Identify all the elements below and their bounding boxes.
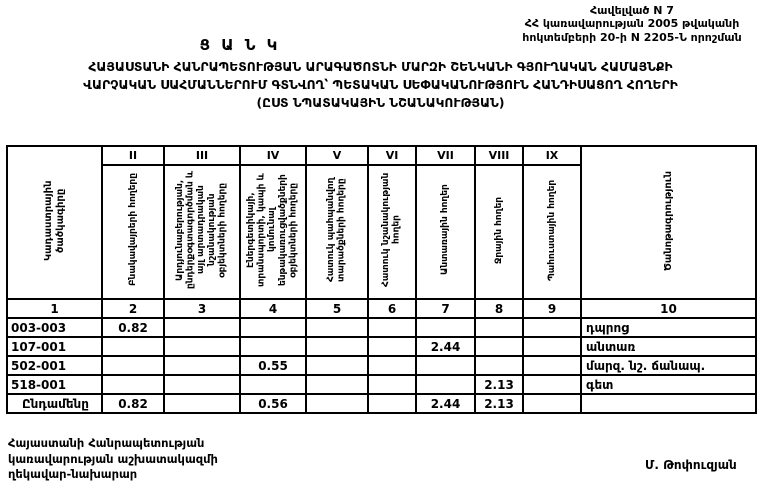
appendix-line: ՀՀ կառավարության 2005 թվականի (524, 17, 740, 31)
cadastral-code-cell: 107-001 (7, 337, 102, 356)
column-number: 5 (306, 299, 368, 318)
value-cell (102, 337, 164, 356)
value-cell (164, 394, 240, 413)
column-header-reserve-lands (523, 165, 581, 299)
roman-numeral: IV (240, 146, 306, 165)
roman-numeral: VI (368, 146, 416, 165)
roman-numeral: III (164, 146, 240, 165)
footer-line: ղեկավար-նախարար (8, 467, 138, 482)
column-header-label: Բնակավայրերի հողերը (127, 173, 138, 287)
roman-numeral: V (306, 146, 368, 165)
total-label-cell: Ընդամենը (7, 394, 102, 413)
value-cell: 2.44 (416, 394, 475, 413)
value-cell (240, 318, 306, 337)
column-header-label: Անտառային հողեր (440, 184, 451, 276)
signature-name: Մ. Թոփուզյան (645, 458, 737, 472)
value-cell (368, 375, 416, 394)
column-header-label: Պահուստային հողեր (546, 179, 557, 281)
roman-numeral: VIII (475, 146, 523, 165)
column-header-water-lands (475, 165, 523, 299)
page-title-line: (ԸՍՏ ՆՊԱՏԱԿԱՅԻՆ ՆՇԱՆԱԿՈՒԹՅԱՆ) (256, 95, 505, 110)
value-cell (306, 375, 368, 394)
value-cell (240, 337, 306, 356)
column-number: 8 (475, 299, 523, 318)
note-cell: գետ (581, 375, 756, 394)
column-header-label: Ծանոթագրություն (662, 170, 674, 271)
column-header-note (581, 146, 756, 299)
value-cell (475, 337, 523, 356)
value-cell (240, 375, 306, 394)
column-header-special-lands (368, 165, 416, 299)
column-number: 2 (102, 299, 164, 318)
footer-line: կառավարության աշխատակազմի (8, 451, 218, 466)
table-row (7, 375, 756, 394)
table-row (7, 356, 756, 375)
value-cell (416, 356, 475, 375)
page-title (0, 59, 761, 112)
column-number: 1 (7, 299, 102, 318)
value-cell (164, 356, 240, 375)
value-cell: 0.56 (240, 394, 306, 413)
page-title-line: ՎԱՐՉԱԿԱՆ ՍԱՀՄԱՆՆԵՐՈՒՄ ԳՏՆՎՈՂ՝ ՊԵՏԱԿԱՆ ՍԵՓԱԿԱՆՈՒԹՅՈՒՆ ՀԱՆԴԻՍԱՑՈՂ ՀՈՂԵՐԻ (83, 77, 678, 92)
column-header-label: Էներգետիկայի, տրանսպորտի, կապի և կոմունալ ենթակառուցվածքների օբյեկտների հողերը (246, 173, 299, 287)
value-cell (523, 356, 581, 375)
column-header-infrastructure-lands (240, 165, 306, 299)
cadastral-code-cell: 518-001 (7, 375, 102, 394)
column-number: 7 (416, 299, 475, 318)
column-number: 3 (164, 299, 240, 318)
column-header-label: Ջրային հողեր (493, 196, 504, 264)
value-cell: 0.55 (240, 356, 306, 375)
value-cell (475, 356, 523, 375)
value-cell (523, 375, 581, 394)
appendix-line: հոկտեմբերի 20-ի N 2205-Ն որոշման (522, 30, 742, 44)
land-table (6, 145, 757, 414)
column-header-protected-lands (306, 165, 368, 299)
note-cell: դպրոց (581, 318, 756, 337)
value-cell (368, 394, 416, 413)
value-cell: 0.82 (102, 318, 164, 337)
roman-numeral-row (7, 146, 756, 165)
column-header-label: Արդյունաբերության, ընդերքօգտագործման և այլ արտադրական նշանակության օբյեկտների հողերը (175, 170, 228, 290)
column-header-label: Կադաստրային ծածկագիրը (42, 180, 66, 261)
value-cell (164, 375, 240, 394)
value-cell: 2.44 (416, 337, 475, 356)
value-cell (306, 394, 368, 413)
roman-numeral: II (102, 146, 164, 165)
value-cell (368, 337, 416, 356)
value-cell (523, 337, 581, 356)
table-row (7, 318, 756, 337)
note-cell: մարզ. նշ. ճանապ. (581, 356, 756, 375)
value-cell (368, 356, 416, 375)
value-cell (102, 375, 164, 394)
column-header-label: Հատուկ նշանակության հողեր (381, 172, 402, 288)
note-cell: անտառ (581, 337, 756, 356)
value-cell: 2.13 (475, 375, 523, 394)
footer-official-title (8, 436, 218, 483)
doc-type-heading: Ց Ա Ն Կ (199, 36, 281, 54)
value-cell (416, 375, 475, 394)
value-cell (306, 356, 368, 375)
column-number-row (7, 299, 756, 318)
column-header-settlement-lands (102, 165, 164, 299)
column-header-cadastral-code (7, 146, 102, 299)
appendix-block (507, 4, 757, 44)
table-row (7, 337, 756, 356)
value-cell (416, 318, 475, 337)
cadastral-code-cell: 003-003 (7, 318, 102, 337)
footer-line: Հայաստանի Հանրապետության (8, 436, 205, 450)
value-cell (523, 318, 581, 337)
value-cell (475, 318, 523, 337)
value-cell (306, 318, 368, 337)
value-cell (306, 337, 368, 356)
value-cell: 0.82 (102, 394, 164, 413)
column-number: 9 (523, 299, 581, 318)
value-cell (368, 318, 416, 337)
cadastral-code-cell: 502-001 (7, 356, 102, 375)
page-title-line: ՀԱՅԱՍՏԱՆԻ ՀԱՆՐԱՊԵՏՈՒԹՅԱՆ ԱՐԱԳԱԾՈՏՆԻ ՄԱՐԶԻ ՇԵՆԿԱՆԻ ԳՅՈՒՂԱԿԱՆ ՀԱՄԱՅՆՔԻ (88, 60, 673, 74)
value-cell (102, 356, 164, 375)
column-header-industrial-lands (164, 165, 240, 299)
value-cell (164, 318, 240, 337)
total-row (7, 394, 756, 413)
value-cell (164, 337, 240, 356)
column-header-forest-lands (416, 165, 475, 299)
column-header-label: Հատուկ պահպանվող տարածքների հողերը (326, 177, 347, 283)
note-cell (581, 394, 756, 413)
appendix-line: Հավելված N 7 (590, 4, 674, 17)
roman-numeral: IX (523, 146, 581, 165)
column-number: 4 (240, 299, 306, 318)
value-cell: 2.13 (475, 394, 523, 413)
roman-numeral: VII (416, 146, 475, 165)
column-number: 6 (368, 299, 416, 318)
value-cell (523, 394, 581, 413)
column-number: 10 (581, 299, 756, 318)
